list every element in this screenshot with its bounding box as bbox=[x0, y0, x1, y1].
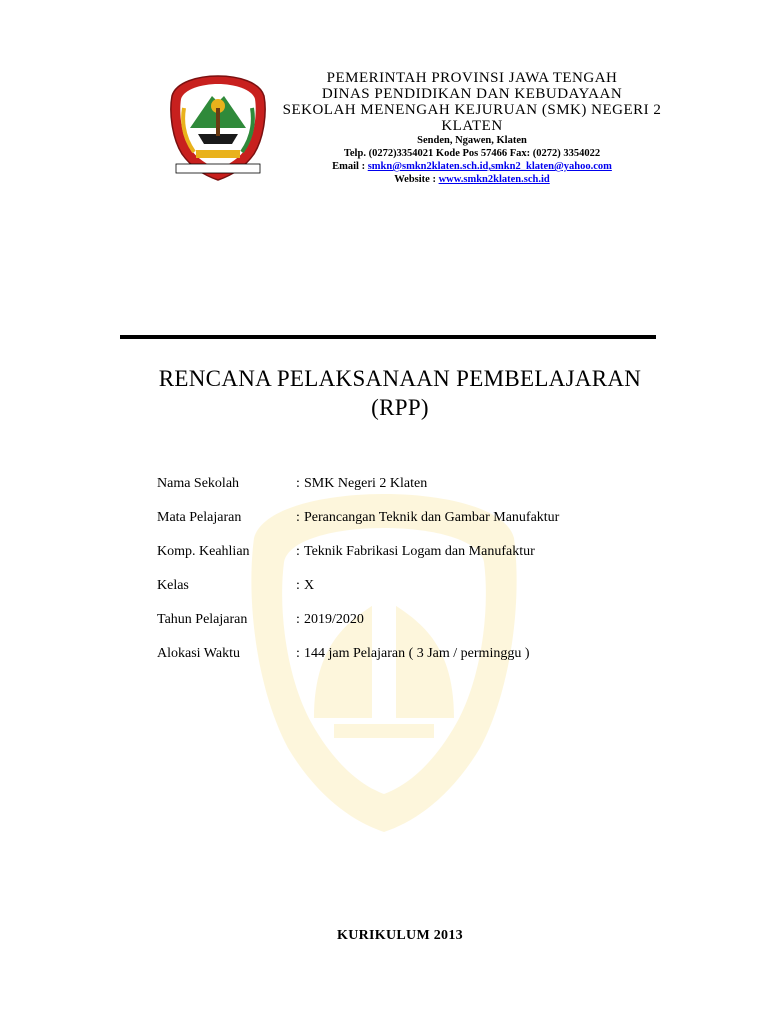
email-link[interactable]: smkn@smkn2klaten.sch.id,smkn2_klaten@yahoo.com bbox=[367, 161, 612, 172]
document-title-line1: RENCANA PELAKSANAAN PEMBELAJARAN bbox=[158, 366, 642, 391]
website-link[interactable]: www.smkn2klaten.sch.id bbox=[438, 174, 550, 185]
curriculum-label: KURIKULUM 2013 bbox=[337, 928, 463, 943]
info-row bbox=[157, 542, 637, 576]
info-label: Tahun Pelajaran bbox=[157, 612, 248, 627]
info-row bbox=[157, 576, 637, 610]
info-colon: : bbox=[296, 646, 300, 661]
info-value: SMK Negeri 2 Klaten bbox=[304, 476, 428, 491]
info-row bbox=[157, 508, 637, 542]
info-colon: : bbox=[296, 510, 300, 525]
school-email bbox=[272, 160, 672, 173]
school-city: KLATEN bbox=[441, 118, 503, 134]
email-label: Email : bbox=[332, 161, 368, 172]
rpp-identity-table bbox=[157, 474, 637, 678]
info-colon: : bbox=[296, 578, 300, 593]
document-title-line2: (RPP) bbox=[371, 395, 429, 420]
school-address: Senden, Ngawen, Klaten bbox=[417, 135, 527, 146]
info-label: Komp. Keahlian bbox=[157, 544, 250, 559]
info-value: Perancangan Teknik dan Gambar Manufaktur bbox=[304, 510, 560, 525]
school-phone: Telp. (0272)3354021 Kode Pos 57466 Fax: (0272) 3354022 bbox=[343, 148, 601, 159]
info-value: 144 jam Pelajaran ( 3 Jam / perminggu ) bbox=[304, 646, 530, 661]
info-row bbox=[157, 474, 637, 508]
letterhead bbox=[272, 70, 672, 186]
info-label: Alokasi Waktu bbox=[157, 646, 240, 661]
header-divider bbox=[120, 335, 656, 339]
info-colon: : bbox=[296, 476, 300, 491]
website-label: Website : bbox=[394, 174, 439, 185]
info-value: X bbox=[304, 578, 315, 593]
info-colon: : bbox=[296, 612, 300, 627]
info-value: Teknik Fabrikasi Logam dan Manufaktur bbox=[304, 544, 535, 559]
document-title bbox=[110, 364, 690, 422]
government-name: PEMERINTAH PROVINSI JAWA TENGAH bbox=[326, 70, 618, 86]
school-name: SEKOLAH MENENGAH KEJURUAN (SMK) NEGERI 2 bbox=[282, 102, 662, 118]
info-colon: : bbox=[296, 544, 300, 559]
info-row bbox=[157, 644, 637, 678]
info-label: Kelas bbox=[157, 578, 189, 593]
info-label: Nama Sekolah bbox=[157, 476, 240, 491]
info-value: 2019/2020 bbox=[304, 612, 364, 627]
school-website bbox=[272, 173, 672, 186]
department-name: DINAS PENDIDIKAN DAN KEBUDAYAAN bbox=[321, 86, 623, 102]
info-label: Mata Pelajaran bbox=[157, 510, 242, 525]
info-row bbox=[157, 610, 637, 644]
jawa-tengah-emblem-icon bbox=[168, 72, 268, 184]
